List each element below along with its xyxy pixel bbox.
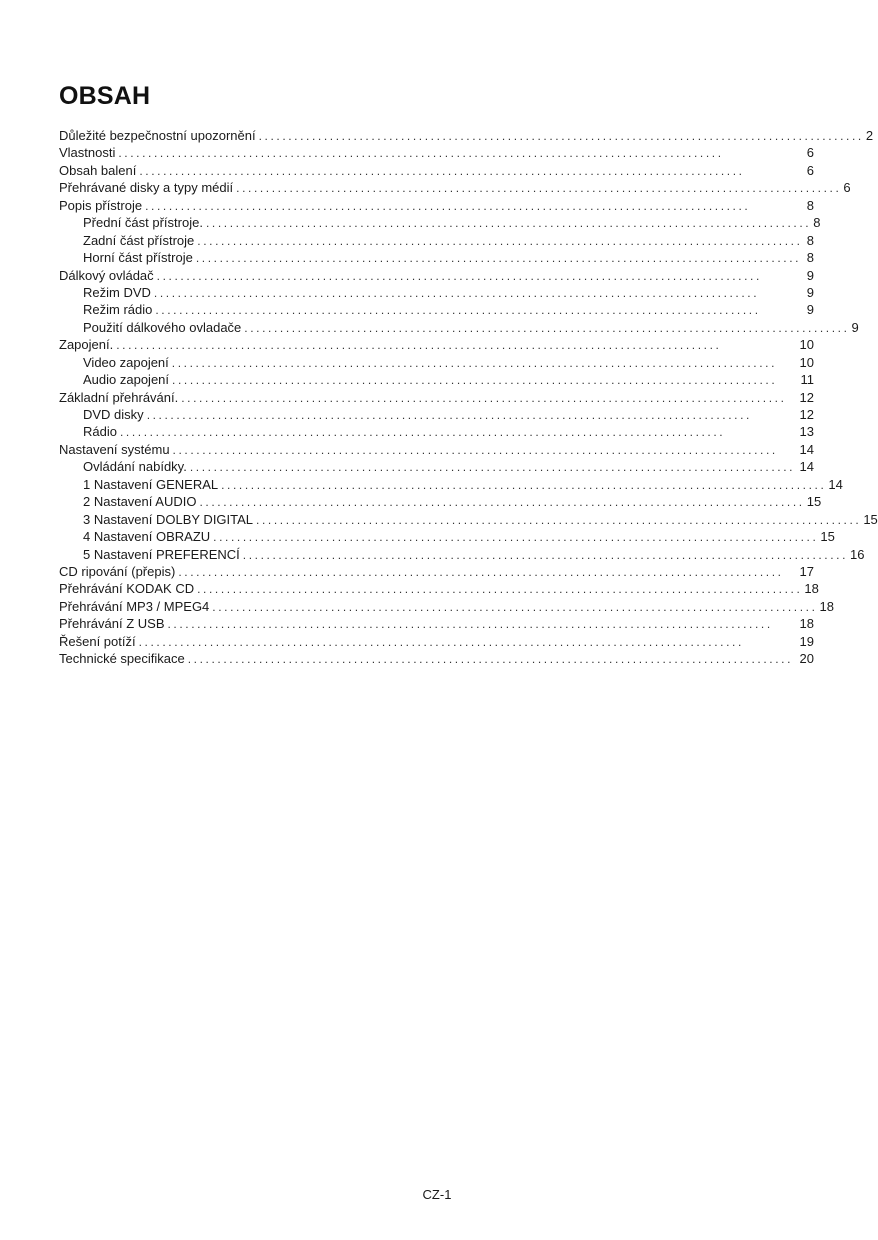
toc-subentry[interactable] (59, 511, 878, 528)
toc-entry-page: 14 (799, 459, 814, 475)
toc-entry-title: Režim rádio (83, 302, 153, 318)
toc-entry-page: 16 (850, 546, 865, 562)
dot-leader: ...................................................................................................... (167, 617, 773, 632)
toc-subentry[interactable] (59, 232, 814, 249)
table-of-contents (59, 127, 878, 668)
toc-entry-page: 15 (863, 511, 878, 527)
dot-leader: ...................................................................................................... (178, 564, 784, 579)
toc-entry-title: Přehrávané disky a typy médií (59, 180, 234, 196)
toc-entry-page: 19 (799, 633, 814, 649)
toc-entry-page: 6 (806, 145, 814, 161)
toc-entry[interactable] (59, 267, 814, 284)
toc-entry-title: Důležité bezpečnostní upozornění (59, 128, 256, 143)
toc-entry-page: 8 (813, 215, 821, 231)
toc-entry-page: 14 (799, 441, 814, 457)
toc-subentry[interactable] (59, 458, 814, 475)
dot-leader: ...................................................................................................... (189, 460, 796, 475)
dot-leader: ...................................................................................................... (119, 425, 726, 440)
toc-entry-page: 6 (806, 162, 814, 178)
toc-entry-page: 6 (843, 180, 851, 196)
page-title: OBSAH (59, 82, 151, 110)
dot-leader: ...................................................................................................... (221, 477, 827, 492)
toc-entry-page: 18 (804, 581, 819, 597)
toc-entry[interactable] (59, 441, 814, 458)
toc-entry-page: 14 (828, 476, 843, 492)
dot-leader: ...................................................................................................... (258, 129, 864, 143)
toc-subentry[interactable] (59, 284, 814, 301)
toc-entry-page: 9 (851, 319, 859, 335)
toc-entry-page: 10 (799, 337, 814, 353)
toc-entry-title: 3 Nastavení DOLBY DIGITAL (83, 511, 254, 527)
toc-subentry[interactable] (59, 423, 814, 440)
dot-leader: ...................................................................................................... (146, 408, 752, 422)
toc-subentry[interactable] (59, 406, 814, 423)
toc-entry-page: 9 (806, 284, 814, 300)
dot-leader: ...................................................................................................... (145, 198, 751, 213)
toc-entry[interactable] (59, 336, 814, 353)
toc-entry-page: 15 (820, 529, 835, 545)
dot-leader: ...................................................................................................... (256, 512, 862, 527)
toc-subentry[interactable] (59, 371, 814, 388)
toc-entry-page: 17 (799, 563, 814, 579)
toc-entry-page: 8 (806, 250, 814, 266)
toc-entry[interactable] (59, 162, 814, 179)
toc-entry-title: Horní část přístroje (83, 250, 193, 266)
toc-entry-title: 1 Nastavení GENERAL (83, 476, 219, 492)
toc-entry[interactable] (59, 580, 819, 597)
toc-entry-page: 12 (799, 407, 814, 422)
toc-entry[interactable] (59, 179, 851, 196)
dot-leader: ...................................................................................................... (172, 442, 778, 457)
dot-leader: ...................................................................................................... (172, 373, 778, 388)
dot-leader: ...................................................................................................... (156, 268, 762, 283)
toc-entry-title: Nastavení systému (59, 441, 170, 457)
toc-subentry[interactable] (59, 214, 821, 231)
toc-entry-title: Základní přehrávání. (59, 389, 179, 405)
toc-entry-title: 4 Nastavení OBRAZU (83, 529, 211, 545)
toc-entry-page: 18 (799, 616, 814, 632)
toc-entry-title: Přehrávání KODAK CD (59, 581, 195, 597)
dot-leader: ...................................................................................................... (138, 634, 744, 649)
toc-entry-page: 15 (806, 494, 822, 510)
dot-leader: ...................................................................................................... (195, 251, 802, 266)
toc-entry-page: 8 (806, 232, 814, 248)
toc-entry-title: Technické specifikace (59, 651, 185, 667)
toc-entry-page: 20 (799, 651, 814, 667)
toc-subentry[interactable] (59, 249, 814, 266)
toc-entry-title: 2 Nastavení AUDIO (83, 494, 197, 510)
toc-entry-title: CD ripování (přepis) (59, 563, 176, 579)
toc-subentry[interactable] (59, 528, 835, 545)
dot-leader: ...................................................................................................... (187, 652, 793, 667)
toc-entry-page: 11 (800, 372, 814, 388)
toc-subentry[interactable] (59, 319, 859, 336)
toc-entry-title: 5 Nastavení PREFERENCÍ (83, 546, 240, 562)
toc-entry[interactable] (59, 197, 814, 214)
toc-subentry[interactable] (59, 546, 865, 563)
dot-leader: ...................................................................................................... (118, 146, 724, 161)
dot-leader: ...................................................................................................... (197, 233, 803, 248)
toc-entry[interactable] (59, 563, 814, 580)
toc-entry-title: Audio zapojení (83, 372, 170, 388)
toc-entry-page: 12 (799, 389, 814, 405)
dot-leader: ...................................................................................................... (244, 320, 850, 335)
toc-entry[interactable] (59, 144, 814, 161)
toc-entry-title: Dálkový ovládač (59, 267, 154, 283)
toc-subentry[interactable] (59, 493, 822, 510)
toc-entry-title: Obsah balení (59, 162, 137, 178)
toc-entry-title: Zapojení. (59, 337, 114, 353)
dot-leader: ...................................................................................................... (155, 303, 761, 318)
toc-entry-title: Přehrávání Z USB (59, 616, 165, 632)
toc-entry-page: 8 (806, 197, 814, 213)
page-number-footer: CZ-1 (422, 1187, 452, 1202)
toc-entry-page: 9 (806, 267, 814, 283)
toc-entry-page: 13 (799, 424, 814, 440)
toc-entry[interactable] (59, 127, 874, 144)
toc-entry-title: Přední část přístroje. (83, 215, 203, 231)
dot-leader: ...................................................................................................... (181, 390, 787, 405)
toc-entry-title: Přehrávání MP3 / MPEG4 (59, 598, 210, 614)
toc-entry[interactable] (59, 650, 814, 667)
toc-entry[interactable] (59, 389, 814, 406)
dot-leader: ...................................................................................................... (205, 216, 812, 231)
dot-leader: ...................................................................................................... (197, 582, 803, 597)
toc-subentry[interactable] (59, 354, 814, 371)
toc-entry-title: Použití dálkového ovladače (83, 319, 242, 335)
toc-entry-page: 10 (799, 354, 814, 370)
dot-leader: ...................................................................................................... (213, 530, 819, 545)
dot-leader: ...................................................................................................... (199, 495, 805, 510)
dot-leader: ...................................................................................................... (242, 547, 849, 562)
toc-entry-title: Video zapojení (83, 354, 169, 370)
toc-subentry[interactable] (59, 476, 843, 493)
dot-leader: ...................................................................................................... (236, 181, 842, 196)
toc-entry-title: Řešení potíží (59, 633, 136, 649)
toc-entry-page: 18 (819, 598, 835, 614)
toc-entry[interactable] (59, 615, 814, 632)
toc-entry-page: 2 (865, 128, 874, 143)
dot-leader: ...................................................................................................... (116, 338, 722, 353)
toc-entry-title: Režim DVD (83, 284, 151, 300)
toc-entry-page: 9 (806, 302, 814, 318)
toc-entry-title: Vlastnosti (59, 145, 116, 161)
dot-leader: ...................................................................................................... (171, 355, 778, 370)
toc-entry-title: DVD disky (83, 407, 144, 422)
toc-entry[interactable] (59, 633, 814, 650)
toc-subentry[interactable] (59, 301, 814, 318)
toc-entry-title: Ovládání nabídky. (83, 459, 187, 475)
dot-leader: ...................................................................................................... (153, 285, 760, 300)
toc-entry-title: Zadní část přístroje (83, 232, 195, 248)
dot-leader: ...................................................................................................... (139, 163, 745, 178)
toc-entry-title: Popis přístroje (59, 197, 143, 213)
toc-entry-title: Rádio (83, 424, 117, 440)
dot-leader: ...................................................................................................... (212, 599, 818, 614)
toc-entry[interactable] (59, 598, 835, 615)
